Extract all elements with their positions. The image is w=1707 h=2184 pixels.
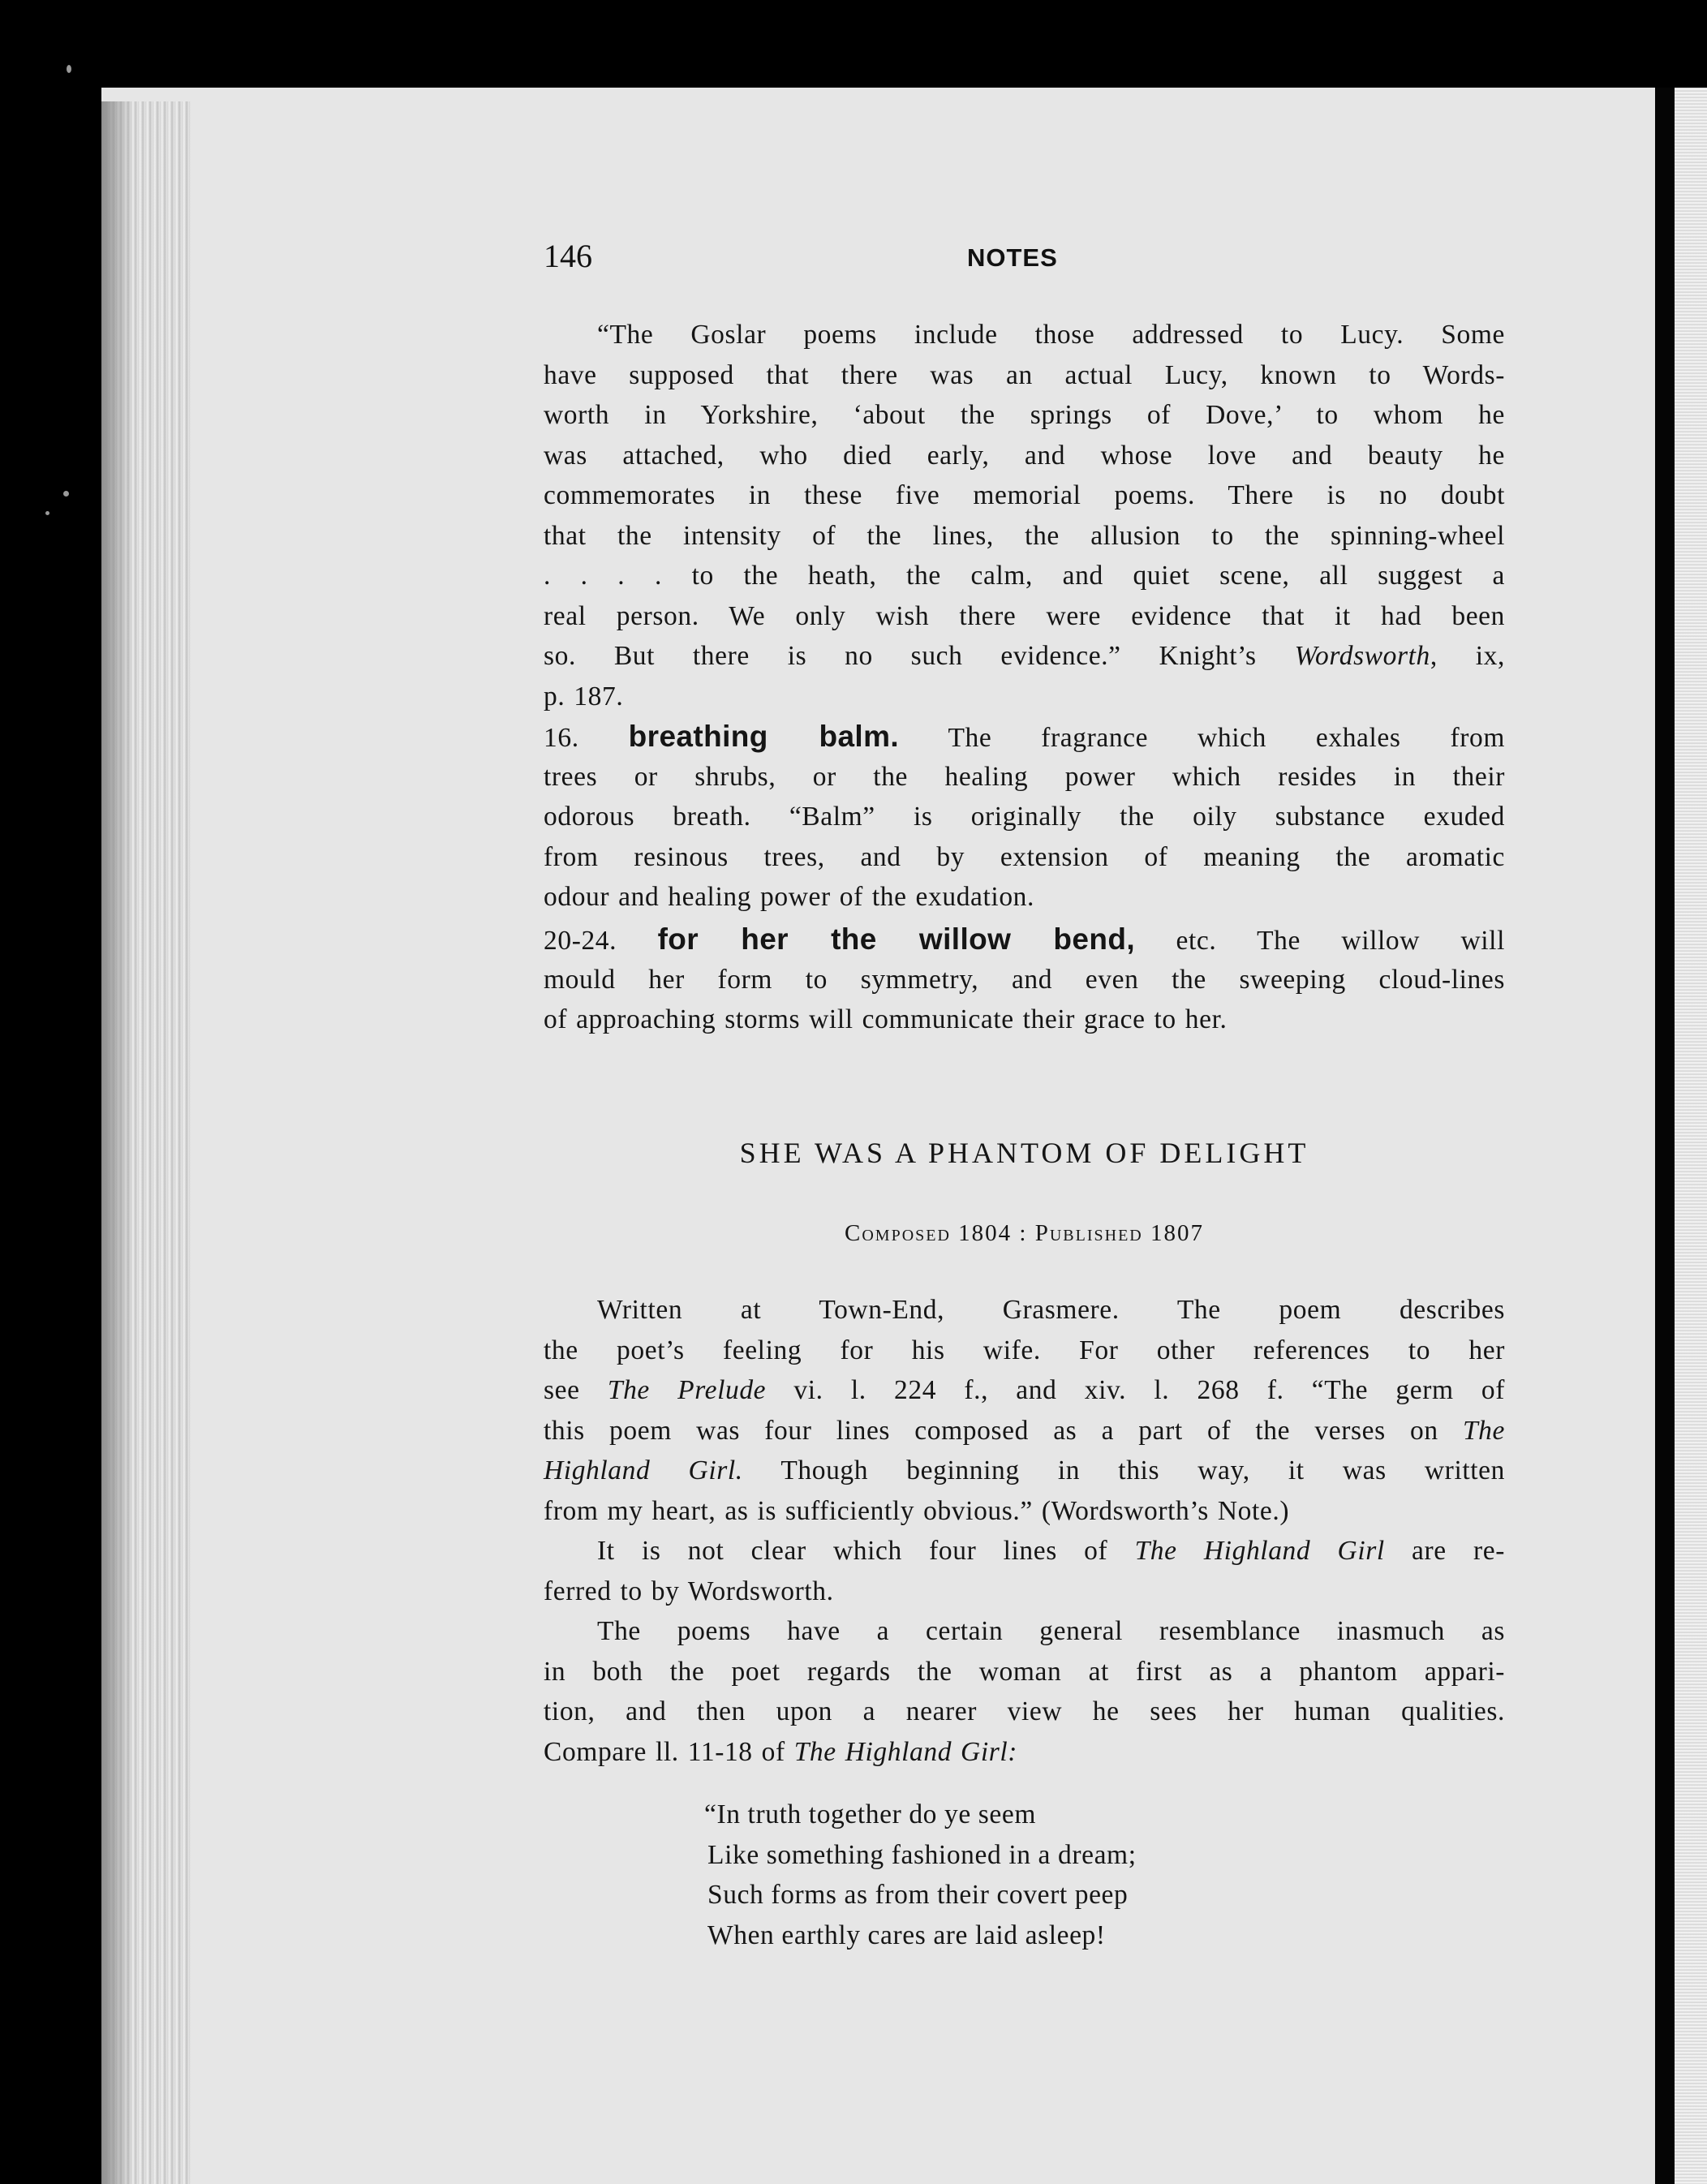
text-line: . . . . to the heath, the calm, and quiet scene, all suggest a bbox=[544, 561, 1505, 591]
text-line: commemorates in these five memorial poems. There is no doubt bbox=[544, 480, 1505, 510]
text-line bbox=[544, 1732, 1505, 1773]
lemma: breathing balm. bbox=[628, 720, 900, 753]
text-segment: , ix, bbox=[1430, 641, 1505, 671]
book-title: The Highland Girl bbox=[1134, 1536, 1385, 1566]
verse-line: When earthly cares are laid asleep! bbox=[707, 1920, 1106, 1950]
text-segment: are re- bbox=[1384, 1536, 1505, 1566]
text-line: ferred to by Wordsworth. bbox=[544, 1576, 834, 1606]
text-line: the poet’s feeling for his wife. For other references to her bbox=[544, 1335, 1505, 1365]
text-line: in both the poet regards the woman at first as a phantom appari- bbox=[544, 1656, 1505, 1687]
book-title: The bbox=[1462, 1415, 1505, 1446]
text-line: tion, and then upon a nearer view he sees her human qualities. bbox=[544, 1696, 1505, 1726]
text-segment: so. But there is no such evidence.” Knight’s bbox=[544, 641, 1295, 671]
text-line: from my heart, as is sufficiently obvious.” (Wordsworth’s Note.) bbox=[544, 1495, 1290, 1526]
text-segment: see bbox=[544, 1375, 608, 1405]
text-line: of approaching storms will communicate their grace to her. bbox=[544, 1004, 1228, 1034]
text-line: that the intensity of the lines, the allusion to the spinning-wheel bbox=[544, 520, 1505, 551]
text-line: The poems have a certain general resemblance inasmuch as bbox=[597, 1616, 1505, 1646]
text-line: from resinous trees, and by extension of meaning the aromatic bbox=[544, 841, 1505, 872]
verse-quotation bbox=[704, 1795, 1137, 1955]
text-segment: Compare ll. 11-18 of bbox=[544, 1736, 794, 1767]
text-segment: vi. l. 224 f., and xiv. l. 268 f. “The germ of bbox=[766, 1375, 1506, 1405]
written-paragraph bbox=[544, 1290, 1505, 1531]
book-title: Wordsworth bbox=[1294, 641, 1430, 671]
section-subtitle: Composed 1804 : Published 1807 bbox=[845, 1220, 1204, 1246]
scan-speck bbox=[63, 491, 69, 497]
text-line: was attached, who died early, and whose love and beauty he bbox=[544, 440, 1505, 471]
text-line: have supposed that there was an actual Lucy, known to Words- bbox=[544, 359, 1505, 390]
text-segment: It is not clear which four lines of bbox=[597, 1536, 1135, 1566]
text-segment: etc. The willow will bbox=[1176, 926, 1505, 956]
lemma: for her the willow bend, bbox=[657, 922, 1136, 956]
verse-line: “In truth together do ye seem bbox=[704, 1799, 1037, 1829]
text-line: “The Goslar poems include those addressed to Lucy. Some bbox=[597, 320, 1505, 350]
text-line: p. 187. bbox=[544, 681, 624, 712]
text-line bbox=[544, 1451, 1505, 1491]
next-page-edge bbox=[1655, 88, 1675, 2184]
text-segment: this poem was four lines composed as a part of the verses on bbox=[544, 1415, 1463, 1446]
running-head: NOTES bbox=[967, 243, 1058, 272]
book-title: Highland Girl. bbox=[544, 1455, 743, 1485]
verse-line: Like something fashioned in a dream; bbox=[707, 1839, 1137, 1870]
text-line bbox=[544, 1370, 1505, 1411]
text-line bbox=[544, 716, 1505, 757]
page-edge-strip bbox=[1675, 88, 1707, 2184]
line-number: 20-24. bbox=[544, 926, 617, 956]
book-title: The Highland Girl: bbox=[793, 1736, 1018, 1767]
text-segment: The fragrance which exhales from bbox=[948, 723, 1505, 753]
scan-speck bbox=[67, 65, 71, 73]
section-title: SHE WAS A PHANTOM OF DELIGHT bbox=[739, 1137, 1309, 1169]
text-line: odorous breath. “Balm” is originally the oily substance exuded bbox=[544, 802, 1505, 832]
verse-line: Such forms as from their covert peep bbox=[707, 1880, 1129, 1910]
text-line: trees or shrubs, or the healing power which resides in their bbox=[544, 761, 1505, 792]
text-line: Written at Town-End, Grasmere. The poem describes bbox=[597, 1295, 1505, 1325]
note-16 bbox=[544, 716, 1505, 918]
text-line bbox=[544, 636, 1505, 677]
line-number: 16. bbox=[544, 723, 579, 753]
book-title: The Prelude bbox=[607, 1375, 767, 1405]
text-line: real person. We only wish there were evidence that it had been bbox=[544, 600, 1505, 631]
page-number: 146 bbox=[544, 238, 592, 274]
note-20-24 bbox=[544, 919, 1505, 1040]
text-line bbox=[544, 919, 1505, 960]
text-line: odour and healing power of the exudation. bbox=[544, 882, 1035, 912]
text-line: worth in Yorkshire, ‘about the springs of Dove,’ to whom he bbox=[544, 400, 1505, 430]
clear-paragraph bbox=[544, 1531, 1505, 1611]
goslar-paragraph bbox=[544, 315, 1505, 716]
poems-paragraph bbox=[544, 1611, 1505, 1772]
text-line bbox=[544, 1531, 1505, 1571]
text-segment: Though beginning in this way, it was written bbox=[742, 1455, 1505, 1485]
text-line: mould her form to symmetry, and even the sweeping cloud-lines bbox=[544, 964, 1505, 995]
text-line bbox=[544, 1411, 1505, 1451]
scan-speck bbox=[45, 511, 49, 515]
gutter-shadow bbox=[101, 101, 134, 2184]
